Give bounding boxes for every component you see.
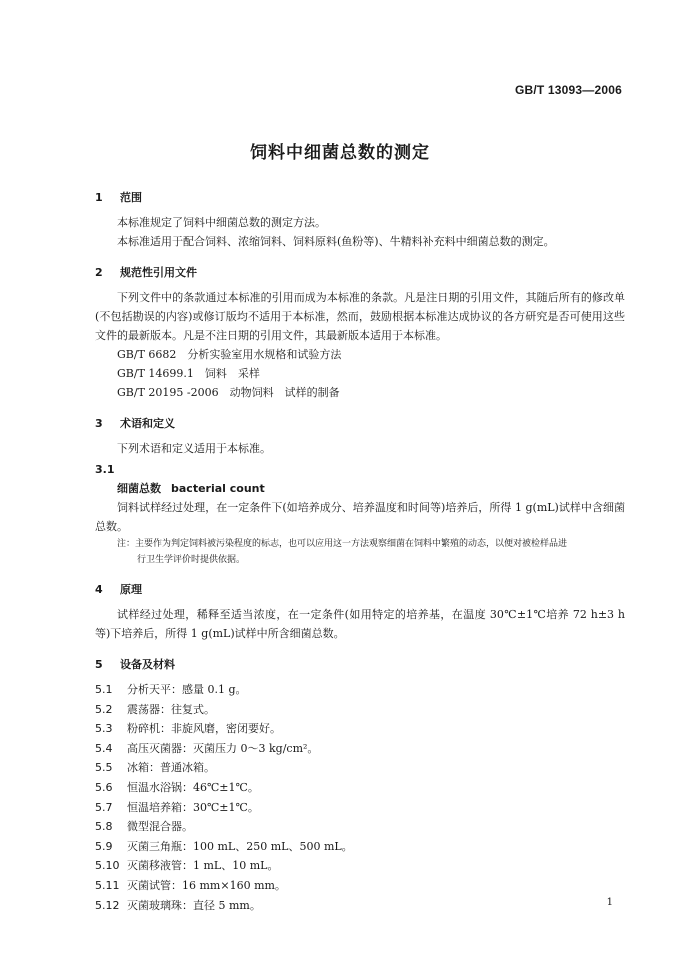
reference-item: GB/T 14699.1 饲料 采样 <box>117 367 260 380</box>
item-number: 5.6 <box>95 780 113 794</box>
item-text: 灭菌玻璃珠：直径 5 mm。 <box>127 898 261 912</box>
item-number: 5.7 <box>95 800 113 814</box>
term-entry <box>95 479 625 498</box>
equipment-item <box>95 778 625 798</box>
normative-references-para: 下列文件中的条款通过本标准的引用而成为本标准的条款。凡是注日期的引用文件，其随后所有的修改单(不包括勘误的内容)或修订版均不适用于本标准，然而，鼓励根据本标准达成协议的各方研究是否可使用这些文件的最新版本。凡是不注日期的引用文件，其最新版本适用于本标准。 <box>95 291 625 342</box>
item-text: 恒温水浴锅：46℃±1℃。 <box>127 780 259 794</box>
section-4-heading <box>95 580 625 599</box>
note-line-2: 行卫生学评价时提供依据。 <box>137 555 246 565</box>
document-body <box>95 188 625 915</box>
equipment-item <box>95 817 625 837</box>
principle-para: 试样经过处理，稀释至适当浓度，在一定条件(如用特定的培养基，在温度 30℃±1℃培养 72 h±3 h 等)下培养后，所得 1 g(mL)试样中所含细菌总数。 <box>95 608 625 640</box>
equipment-item <box>95 876 625 896</box>
equipment-item <box>95 680 625 700</box>
item-text: 恒温培养箱：30℃±1℃。 <box>127 800 259 814</box>
term-chinese: 细菌总数 <box>117 482 161 495</box>
section-title: 设备及材料 <box>120 658 175 671</box>
equipment-item <box>95 700 625 720</box>
section-2-heading <box>95 263 625 282</box>
item-text: 冰箱：普通冰箱。 <box>127 761 215 775</box>
clause-number: 3.1 <box>95 463 115 476</box>
item-text: 震荡器：往复式。 <box>127 702 215 716</box>
section-number: 3 <box>95 417 103 430</box>
section-5-heading <box>95 655 625 674</box>
item-number: 5.12 <box>95 898 120 912</box>
terms-intro-para: 下列术语和定义适用于本标准。 <box>117 442 271 455</box>
item-number: 5.1 <box>95 683 113 696</box>
section-title: 范围 <box>120 191 142 204</box>
section-number: 2 <box>95 266 103 279</box>
item-number: 5.8 <box>95 820 113 834</box>
section-title: 规范性引用文件 <box>120 266 197 279</box>
section-title: 术语和定义 <box>120 417 175 430</box>
item-text: 高压灭菌器：灭菌压力 0～3 kg/cm²。 <box>127 741 319 755</box>
term-english: bacterial count <box>171 482 265 495</box>
note <box>95 536 625 568</box>
equipment-item <box>95 758 625 778</box>
item-number: 5.3 <box>95 722 113 736</box>
document-title: 饲料中细菌总数的测定 <box>250 143 430 163</box>
section-title: 原理 <box>120 583 142 596</box>
item-text: 粉碎机：非旋风磨，密闭要好。 <box>127 722 281 736</box>
equipment-list <box>95 680 625 915</box>
scope-para-2: 本标准适用于配合饲料、浓缩饲料、饲料原料(鱼粉等)、牛精料补充料中细菌总数的测定。 <box>117 235 555 248</box>
item-text: 灭菌移液管：1 mL、10 mL。 <box>127 859 279 873</box>
scope-para-1: 本标准规定了饲料中细菌总数的测定方法。 <box>117 216 326 229</box>
section-number: 5 <box>95 658 103 671</box>
item-text: 灭菌试管：16 mm×160 mm。 <box>127 878 286 892</box>
standard-code: GB/T 13093—2006 <box>514 83 622 97</box>
section-1-heading <box>95 188 625 207</box>
equipment-item <box>95 837 625 857</box>
item-number: 5.10 <box>95 859 120 873</box>
equipment-item <box>95 719 625 739</box>
equipment-item <box>95 798 625 818</box>
item-number: 5.9 <box>95 839 113 853</box>
item-number: 5.2 <box>95 702 113 716</box>
item-number: 5.4 <box>95 741 113 755</box>
item-number: 5.11 <box>95 878 120 892</box>
item-text: 分析天平：感量 0.1 g。 <box>127 683 247 696</box>
equipment-item <box>95 896 625 916</box>
equipment-item <box>95 856 625 876</box>
equipment-item <box>95 739 625 759</box>
note-line-1: 注：主要作为判定饲料被污染程度的标志，也可以应用这一方法观察细菌在饲料中繁殖的动态，以便对被检样品进 <box>117 539 568 549</box>
reference-item: GB/T 6682 分析实验室用水规格和试验方法 <box>117 348 342 361</box>
page-number: 1 <box>606 897 613 908</box>
section-number: 1 <box>95 191 103 204</box>
item-text: 灭菌三角瓶：100 mL、250 mL、500 mL。 <box>127 839 353 853</box>
section-number: 4 <box>95 583 103 596</box>
section-3-heading <box>95 414 625 433</box>
item-number: 5.5 <box>95 761 113 775</box>
term-definition: 饲料试样经过处理，在一定条件下(如培养成分、培养温度和时间等)培养后，所得 1 g(mL)试样中含细菌总数。 <box>95 501 625 533</box>
item-text: 微型混合器。 <box>127 820 193 834</box>
reference-item: GB/T 20195 -2006 动物饲料 试样的制备 <box>117 386 340 399</box>
